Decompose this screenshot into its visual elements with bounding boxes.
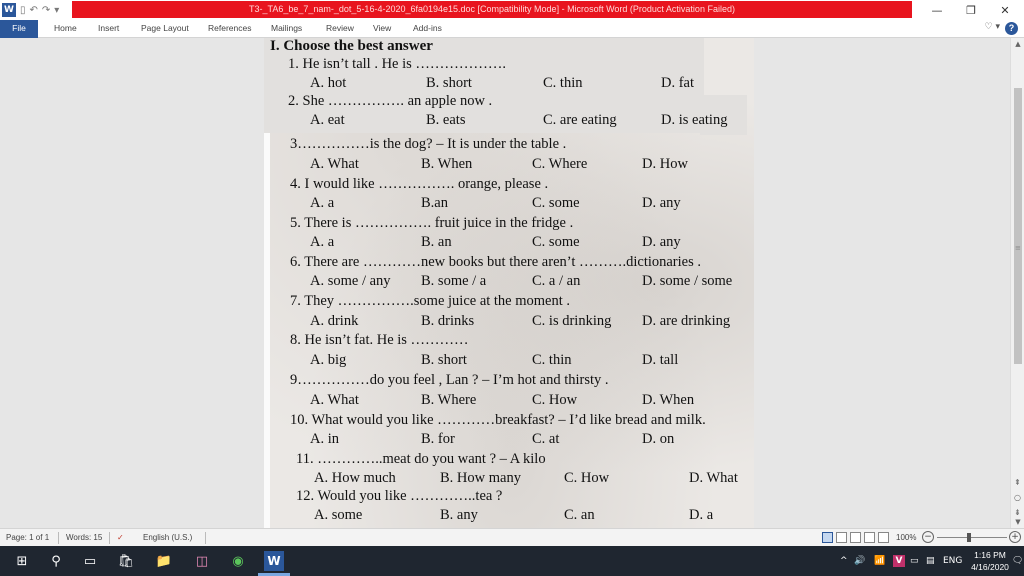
option-d: D. is eating xyxy=(661,112,728,128)
tab-add-ins[interactable]: Add-ins xyxy=(413,23,442,33)
option-d: D. any xyxy=(642,195,681,211)
tray-app-icon[interactable]: V xyxy=(893,555,905,567)
option-c: C. a / an xyxy=(532,273,581,289)
scroll-thumb[interactable] xyxy=(1014,88,1022,364)
option-b: B. When xyxy=(421,156,473,172)
zoom-out-button[interactable]: − xyxy=(922,531,934,543)
quick-access-toolbar xyxy=(2,2,59,18)
option-c: C. thin xyxy=(532,352,572,368)
question-stem: 11. …………..meat do you want ? – A kilo xyxy=(296,451,546,467)
redo-icon[interactable]: ↷ xyxy=(41,4,51,16)
start-icon[interactable]: ⊞ xyxy=(16,553,28,569)
select-browse-object-icon[interactable]: ○ xyxy=(1014,493,1021,502)
question-stem: 1. He isn’t tall . He is ………………. xyxy=(288,56,507,72)
print-layout-view-icon[interactable] xyxy=(822,532,833,543)
customize-toolbar-icon[interactable]: ▾ xyxy=(54,4,60,16)
app-icon[interactable]: ◉ xyxy=(232,553,244,569)
option-d: D. fat xyxy=(661,75,695,91)
option-c: C. at xyxy=(532,431,560,447)
option-c: C. How xyxy=(532,392,578,408)
outline-view-icon[interactable] xyxy=(864,532,875,543)
store-icon[interactable]: 🛍 xyxy=(117,553,135,569)
tab-references[interactable]: References xyxy=(208,23,252,33)
minimize-button[interactable]: — xyxy=(931,3,943,17)
option-a: A. a xyxy=(310,234,335,250)
question-stem: 12. Would you like …………..tea ? xyxy=(296,488,503,504)
scroll-up-icon[interactable]: ▲ xyxy=(1015,40,1021,48)
window-title: T3-_TA6_be_7_nam-_dot_5-16-4-2020_6fa0194e15.doc [Compatibility Mode] - Microsoft Word (Product Activation Failed) xyxy=(72,1,912,18)
date: 4/16/2020 xyxy=(971,562,1009,572)
question-stem: 2. She ……………. an apple now . xyxy=(288,93,493,109)
question-stem: 5. There is ……………. fruit juice in the fridge . xyxy=(290,215,574,231)
option-c: C. Where xyxy=(532,156,588,172)
split-grip-icon: ≡ xyxy=(1015,244,1021,252)
option-d: D. are drinking xyxy=(642,313,731,329)
tab-home[interactable]: Home xyxy=(54,23,77,33)
ribbon-tabs xyxy=(0,20,1024,38)
previous-page-icon[interactable]: ⇞ xyxy=(1014,478,1021,487)
network-icon[interactable]: 📶 xyxy=(874,556,886,566)
question-stem: 9……………do you feel , Lan ? – I’m hot and thirsty . xyxy=(290,372,609,388)
option-b: B. any xyxy=(440,507,478,523)
file-explorer-icon[interactable]: 📁 xyxy=(155,553,173,569)
option-c: C. is drinking xyxy=(532,313,612,329)
option-b: B.an xyxy=(421,195,448,211)
option-d: D. What xyxy=(689,470,738,486)
option-a: A. hot xyxy=(310,75,347,91)
option-b: B. short xyxy=(421,352,467,368)
zoom-slider[interactable] xyxy=(937,537,1007,538)
tab-view[interactable]: View xyxy=(373,23,392,33)
taskbar xyxy=(0,546,1024,576)
tab-page-layout[interactable]: Page Layout xyxy=(141,23,189,33)
option-a: A. What xyxy=(310,392,359,408)
option-b: B. for xyxy=(421,431,455,447)
question-stem: 3……………is the dog? – It is under the table . xyxy=(290,136,567,152)
option-b: B. eats xyxy=(426,112,466,128)
option-b: B. an xyxy=(421,234,452,250)
option-c: C. How xyxy=(564,470,610,486)
keyboard-icon[interactable]: ▤ xyxy=(926,556,935,566)
show-hidden-icons-icon[interactable]: ^ xyxy=(840,556,848,566)
title-bar xyxy=(0,0,1024,20)
option-a: A. big xyxy=(310,352,347,368)
option-c: C. an xyxy=(564,507,595,523)
undo-icon[interactable]: ↶ xyxy=(29,4,38,16)
battery-icon[interactable]: ▭ xyxy=(910,556,919,566)
option-a: A. drink xyxy=(310,313,359,329)
action-center-icon[interactable]: 🗨 xyxy=(1012,556,1024,566)
task-view-icon[interactable]: ▭ xyxy=(83,553,97,569)
close-button[interactable]: ✕ xyxy=(1000,3,1010,17)
option-a: A. How much xyxy=(314,470,396,486)
tab-insert[interactable]: Insert xyxy=(98,23,120,33)
option-d: D. tall xyxy=(642,352,679,368)
option-a: A. in xyxy=(310,431,339,447)
word-count[interactable]: Words: 15 xyxy=(66,533,103,542)
zoom-slider-handle[interactable] xyxy=(967,533,971,542)
option-a: A. a xyxy=(310,195,335,211)
draft-view-icon[interactable] xyxy=(878,532,889,543)
app-icon[interactable]: ◫ xyxy=(195,553,209,569)
divider xyxy=(205,532,206,544)
option-b: B. Where xyxy=(421,392,477,408)
tab-mailings[interactable]: Mailings xyxy=(271,23,303,33)
volume-icon[interactable]: 🔊 xyxy=(854,556,866,566)
status-bar xyxy=(0,528,1024,546)
option-d: D. a xyxy=(689,507,714,523)
language-indicator[interactable]: English (U.S.) xyxy=(143,533,193,542)
option-c: C. some xyxy=(532,195,580,211)
divider xyxy=(109,532,110,544)
page-count[interactable]: Page: 1 of 1 xyxy=(6,533,50,542)
option-c: C. some xyxy=(532,234,580,250)
restore-button[interactable]: ❐ xyxy=(966,3,976,17)
option-d: D. How xyxy=(642,156,688,172)
option-a: A. some xyxy=(314,507,363,523)
time: 1:16 PM xyxy=(974,550,1006,560)
tab-file[interactable]: File xyxy=(0,20,38,38)
option-d: D. any xyxy=(642,234,681,250)
document-area[interactable] xyxy=(0,38,1010,528)
tab-review[interactable]: Review xyxy=(326,23,354,33)
option-b: B. How many xyxy=(440,470,521,486)
option-b: B. some / a xyxy=(421,273,487,289)
option-d: D. on xyxy=(642,431,675,447)
full-screen-reading-view-icon[interactable] xyxy=(836,532,847,543)
option-d: D. When xyxy=(642,392,695,408)
option-b: B. drinks xyxy=(421,313,475,329)
next-page-icon[interactable]: ⇟ xyxy=(1014,508,1021,517)
word-taskbar-icon[interactable]: W xyxy=(264,551,284,571)
ribbon-options-icon[interactable]: ♡ ▾ xyxy=(984,22,1000,32)
word-app-icon[interactable]: W xyxy=(2,3,16,17)
question-stem: 4. I would like ……………. orange, please . xyxy=(290,176,549,192)
clock[interactable] xyxy=(962,549,1018,573)
question-stem: 6. There are …………new books but there aren’t ……….dictionaries . xyxy=(290,254,701,270)
option-b: B. short xyxy=(426,75,472,91)
zoom-in-button[interactable]: + xyxy=(1009,531,1021,543)
help-icon[interactable]: ? xyxy=(1005,22,1018,35)
save-icon[interactable]: ▯ xyxy=(20,4,26,16)
search-icon[interactable]: ⚲ xyxy=(51,553,61,569)
option-a: A. some / any xyxy=(310,273,391,289)
vertical-scrollbar[interactable] xyxy=(1010,38,1024,528)
divider xyxy=(58,532,59,544)
language-indicator[interactable]: ENG xyxy=(943,556,963,566)
option-d: D. some / some xyxy=(642,273,733,289)
scroll-down-icon[interactable]: ▼ xyxy=(1015,518,1021,526)
question-stem: 8. He isn’t fat. He is ………… xyxy=(290,332,469,348)
option-a: A. eat xyxy=(310,112,345,128)
proofing-icon[interactable]: ✓ xyxy=(117,533,124,542)
web-layout-view-icon[interactable] xyxy=(850,532,861,543)
option-c: C. are eating xyxy=(543,112,617,128)
question-stem: 7. They …………….some juice at the moment . xyxy=(290,293,571,309)
option-c: C. thin xyxy=(543,75,583,91)
section-heading: I. Choose the best answer xyxy=(270,38,433,54)
option-a: A. What xyxy=(310,156,359,172)
zoom-level[interactable]: 100% xyxy=(896,533,917,542)
question-stem: 10. What would you like …………breakfast? – I’d like bread and milk. xyxy=(290,412,706,428)
